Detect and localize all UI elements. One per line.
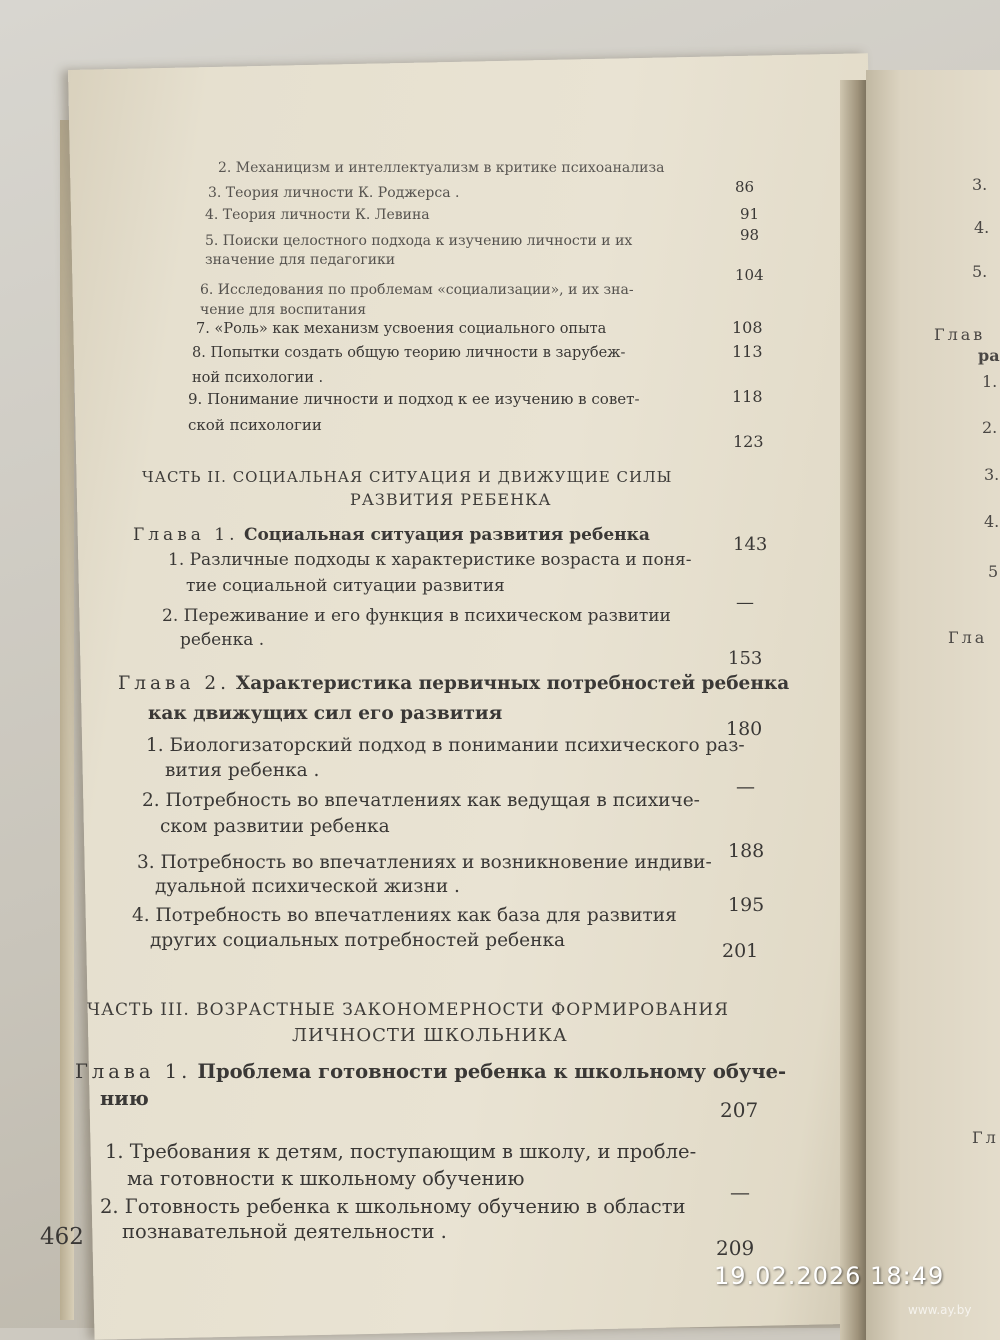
toc-entry-6-cont: чение для воспитания bbox=[200, 302, 367, 318]
toc-item-cont: дуальной психической жизни . bbox=[155, 876, 460, 897]
right-page-fragment: 4. bbox=[974, 218, 990, 237]
right-page-fragment: 3. bbox=[984, 465, 1000, 484]
toc-item-cont: тие социальной ситуации развития bbox=[186, 576, 505, 596]
right-page-fragment: Гла bbox=[948, 628, 988, 647]
toc-item: 4. Потребность во впечатлениях как база для развития bbox=[132, 905, 677, 926]
toc-entry-7: 7. «Роль» как механизм усвоения социального опыта bbox=[196, 321, 607, 337]
right-page-fragment: 5 bbox=[988, 562, 999, 581]
toc-entry-8: 8. Попытки создать общую теорию личности в зарубеж- bbox=[192, 345, 626, 361]
toc-entry-5: 5. Поиски целостного подхода к изучению личности и их bbox=[205, 233, 633, 249]
toc-page: — bbox=[736, 776, 755, 798]
toc-page: 118 bbox=[732, 387, 763, 406]
toc-item: 1. Требования к детям, поступающим в школу, и пробле- bbox=[105, 1140, 697, 1163]
toc-item-cont: ском развитии ребенка bbox=[160, 816, 390, 837]
toc-item: 1. Различные подходы к характеристике возраста и поня- bbox=[168, 550, 692, 570]
toc-item: 1. Биологизаторский подход в понимании психического раз- bbox=[146, 735, 745, 756]
toc-page: 113 bbox=[732, 342, 763, 361]
toc-page: — bbox=[736, 592, 754, 613]
chapter-page: 207 bbox=[720, 1098, 759, 1122]
toc-page: 91 bbox=[740, 205, 760, 223]
chapter-title: Проблема готовности ребенка к школьному обуче- bbox=[197, 1060, 787, 1083]
toc-item: 2. Потребность во впечатлениях как ведущая в психиче- bbox=[142, 790, 700, 811]
toc-page: 195 bbox=[728, 894, 765, 916]
right-page-fragment: Глав bbox=[934, 325, 986, 344]
toc-entry-3: 3. Теория личности К. Роджерса . bbox=[208, 185, 460, 201]
chapter-page: 143 bbox=[733, 534, 768, 555]
right-page-fragment: 1. bbox=[982, 372, 998, 391]
part-3-heading-line1: ЧАСТЬ III. ВОЗРАСТНЫЕ ЗАКОНОМЕРНОСТИ ФОРМИРОВАНИЯ bbox=[87, 1000, 729, 1020]
part-3-heading-line2: ЛИЧНОСТИ ШКОЛЬНИКА bbox=[292, 1025, 568, 1046]
toc-page: 209 bbox=[716, 1236, 755, 1260]
right-page-fragment: Гл bbox=[972, 1128, 999, 1147]
toc-page: 98 bbox=[740, 226, 760, 244]
toc-page: 86 bbox=[735, 178, 755, 196]
right-page-fragment: 5. bbox=[972, 262, 988, 281]
toc-item-cont: ма готовности к школьному обучению bbox=[127, 1167, 525, 1190]
toc-entry-4: 4. Теория личности К. Левина bbox=[205, 207, 430, 223]
chapter-1-heading bbox=[133, 525, 650, 545]
chapter-title-cont: нию bbox=[100, 1087, 149, 1110]
right-page-fragment: 2. bbox=[982, 418, 998, 437]
toc-page: 104 bbox=[735, 266, 764, 284]
chapter-label: Глава 1. bbox=[133, 525, 239, 545]
chapter-2-heading bbox=[118, 673, 789, 694]
toc-entry-2: 2. Механицизм и интеллектуализм в критике психоанализа bbox=[218, 160, 665, 176]
chapter-label: Глава 1. bbox=[75, 1060, 192, 1083]
chapter-title: Характеристика первичных потребностей ребенка bbox=[235, 673, 790, 694]
photo-timestamp: 19.02.2026 18:49 bbox=[714, 1262, 945, 1290]
chapter-title: Социальная ситуация развития ребенка bbox=[243, 525, 650, 545]
right-page bbox=[866, 70, 1000, 1340]
right-page-fragment: 3. bbox=[972, 175, 988, 194]
toc-page: 123 bbox=[733, 432, 764, 451]
right-page-fragment: 4. bbox=[984, 512, 1000, 531]
toc-item-cont: познавательной деятельности . bbox=[122, 1220, 447, 1243]
toc-item-cont: вития ребенка . bbox=[165, 760, 320, 781]
chapter-title-cont: как движущих сил его развития bbox=[148, 703, 503, 724]
right-page-fragment: ра bbox=[978, 346, 1000, 365]
toc-entry-8-cont: ной психологии . bbox=[192, 370, 324, 386]
toc-item-cont: ребенка . bbox=[180, 630, 265, 650]
toc-page: 188 bbox=[728, 840, 765, 862]
toc-page: 108 bbox=[732, 318, 763, 337]
toc-entry-9: 9. Понимание личности и подход к ее изучению в совет- bbox=[188, 390, 640, 408]
watermark: www.ay.by bbox=[908, 1303, 972, 1317]
toc-entry-6: 6. Исследования по проблемам «социализации», и их зна- bbox=[200, 282, 634, 298]
toc-item: 2. Переживание и его функция в психическом развитии bbox=[162, 606, 671, 626]
toc-page: 153 bbox=[728, 648, 763, 669]
toc-item: 3. Потребность во впечатлениях и возникновение индиви- bbox=[137, 852, 712, 873]
part-2-heading-line2: РАЗВИТИЯ РЕБЕНКА bbox=[350, 490, 552, 509]
toc-item: 2. Готовность ребенка к школьному обучению в области bbox=[100, 1195, 686, 1218]
toc-entry-9-cont: ской психологии bbox=[188, 416, 322, 434]
part-2-heading-line1: ЧАСТЬ II. СОЦИАЛЬНАЯ СИТУАЦИЯ И ДВИЖУЩИЕ СИЛЫ bbox=[142, 468, 673, 486]
chapter-label: Глава 2. bbox=[118, 673, 231, 694]
toc-entry-5-cont: значение для педагогики bbox=[205, 252, 396, 268]
chapter-3-heading bbox=[75, 1060, 786, 1083]
chapter-page: 180 bbox=[726, 718, 763, 740]
page-number: 462 bbox=[40, 1224, 84, 1250]
toc-page: — bbox=[730, 1180, 750, 1204]
toc-item-cont: других социальных потребностей ребенка bbox=[150, 930, 566, 951]
toc-page: 201 bbox=[722, 940, 759, 962]
